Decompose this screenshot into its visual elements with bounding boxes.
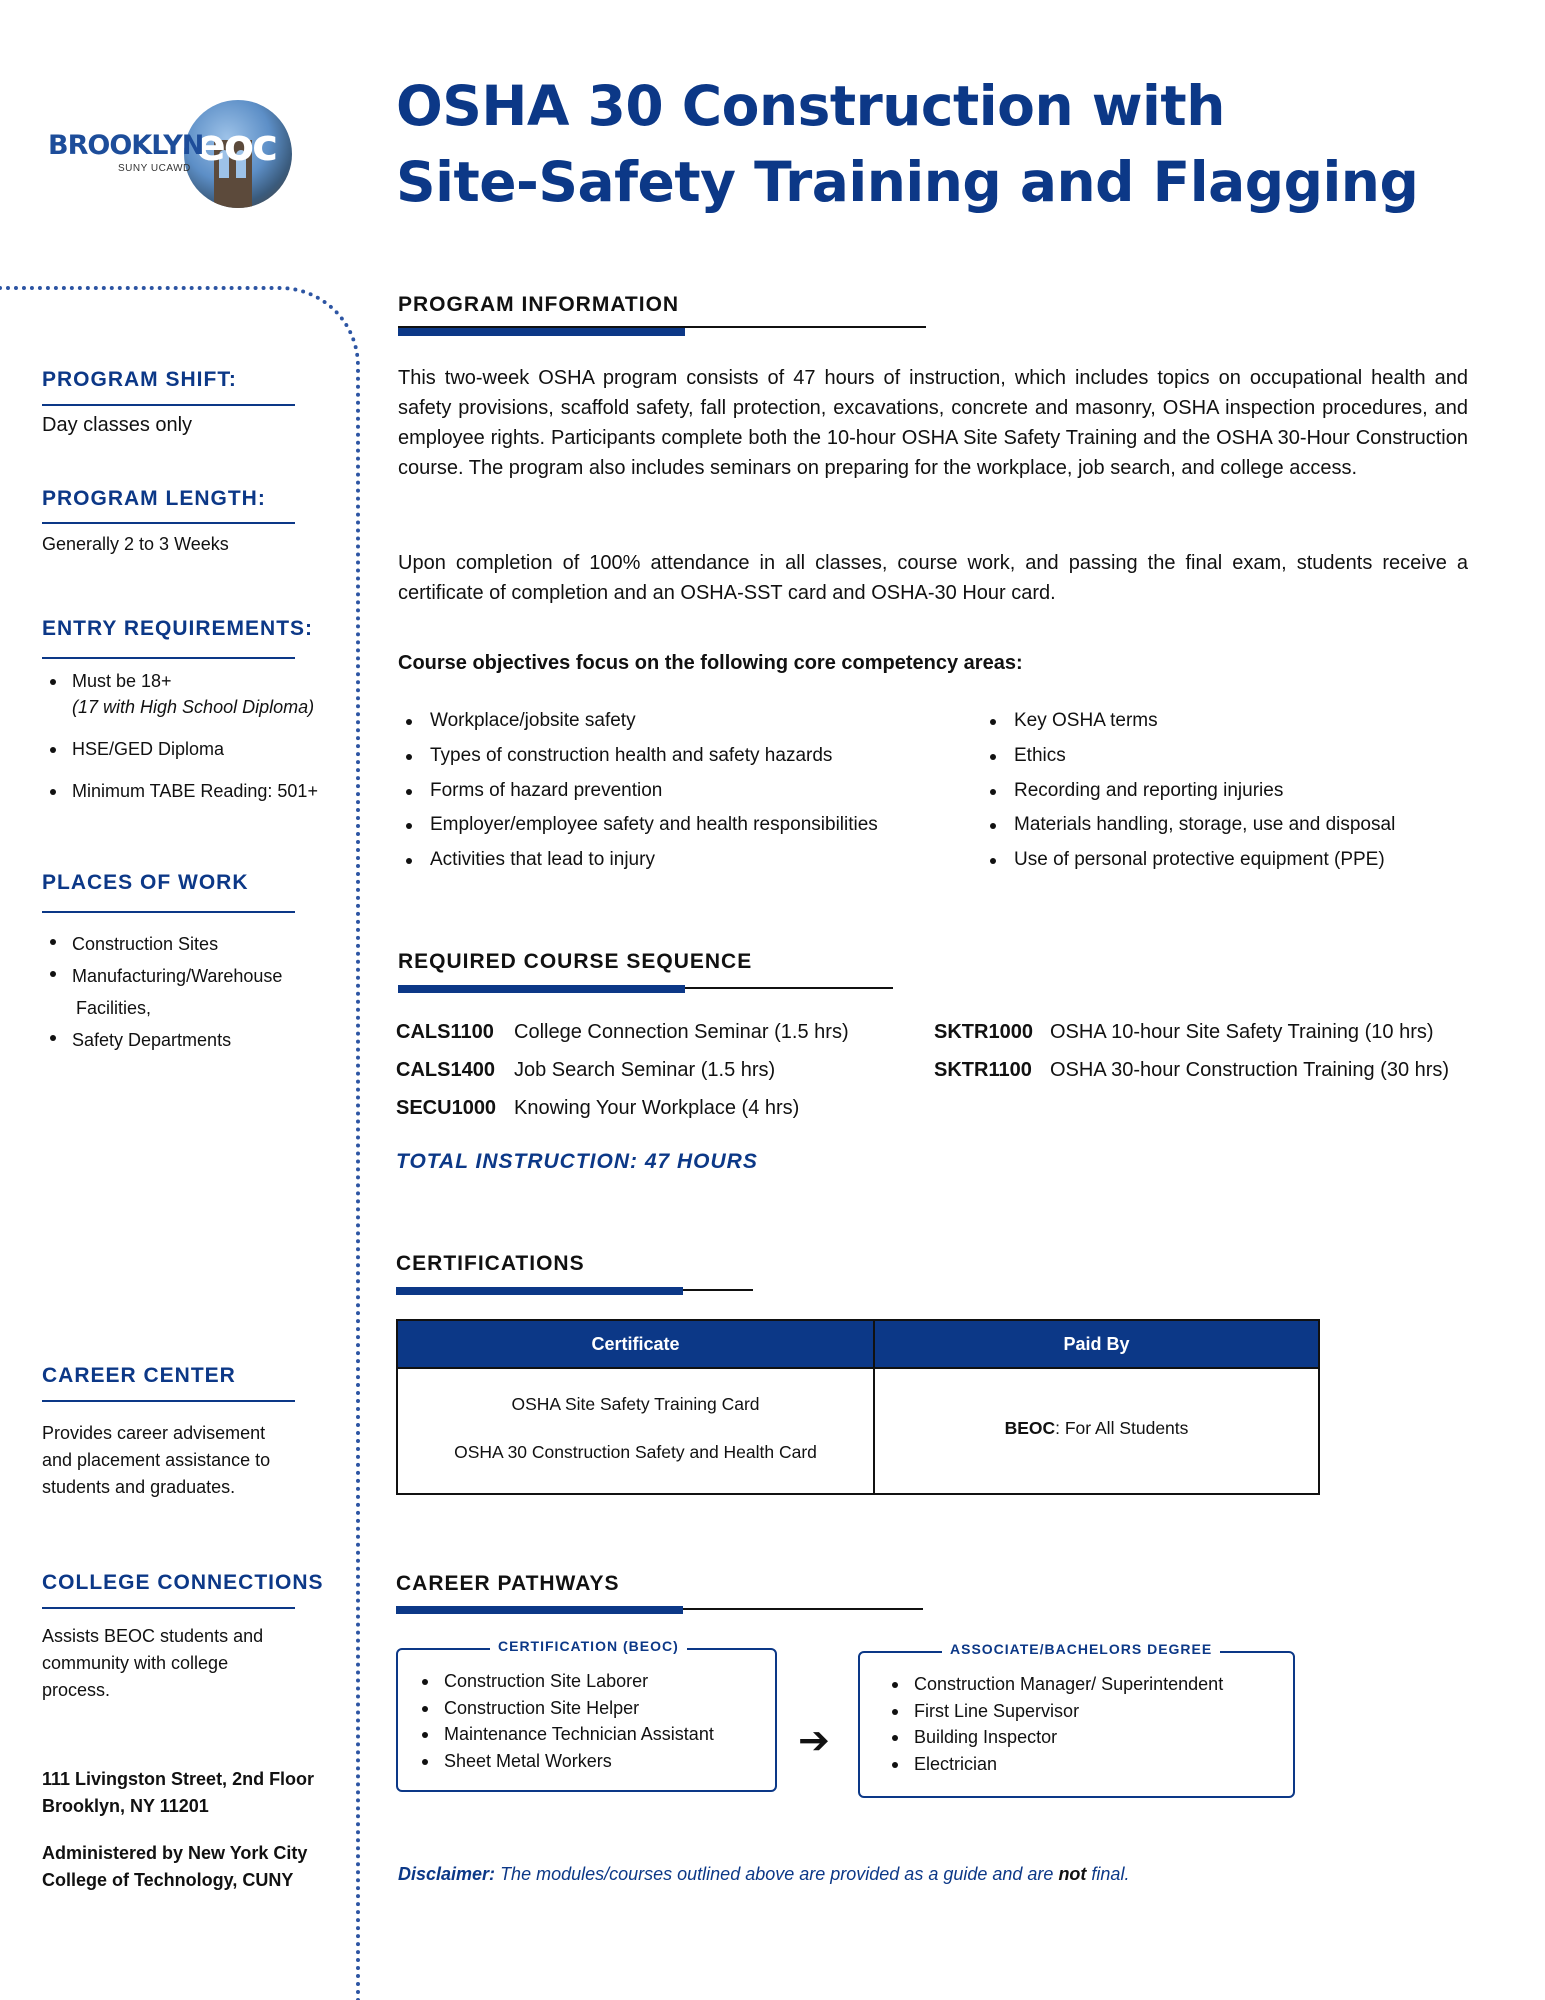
list-item: Activities that lead to injury (398, 843, 878, 878)
course-row (396, 1059, 775, 1082)
objectives-heading: Course objectives focus on the following core competency areas: (398, 652, 1023, 674)
list-item: Maintenance Technician Assistant (412, 1721, 714, 1748)
divider-accent (396, 1606, 683, 1614)
course-desc: Job Search Seminar (1.5 hrs) (514, 1059, 776, 1081)
page-title (396, 68, 1496, 220)
course-desc: College Connection Seminar (1.5 hrs) (514, 1021, 849, 1043)
title-line-1: OSHA 30 Construction with (396, 74, 1225, 138)
certification-pathway-label: CERTIFICATION (BEOC) (490, 1638, 687, 1654)
course-row (396, 1097, 799, 1120)
course-row (934, 1059, 1449, 1082)
course-code: SKTR1100 (934, 1059, 1032, 1081)
table-header-paid-by: Paid By (875, 1321, 1318, 1367)
list-item: Workplace/jobsite safety (398, 704, 878, 739)
divider (42, 522, 295, 524)
entry-requirements-heading: ENTRY REQUIREMENTS: (42, 617, 314, 640)
objectives-list-left (398, 704, 878, 878)
degree-pathway-list (882, 1671, 1223, 1777)
divider (42, 404, 295, 406)
list-item: Construction Site Helper (412, 1695, 714, 1722)
address: 111 Livingston Street, 2nd Floor Brooklyn, NY 11201 (42, 1769, 315, 1816)
college-connections-heading: COLLEGE CONNECTIONS (42, 1571, 324, 1594)
logo-sub-text: SUNY UCAWD (118, 163, 191, 174)
course-code: SECU1000 (396, 1097, 497, 1119)
list-item: Electrician (882, 1751, 1223, 1778)
career-center-text: Provides career advisement and placement assistance to students and graduates. (42, 1423, 271, 1497)
list-item: Recording and reporting injuries (982, 774, 1395, 809)
entry-requirements-list (42, 668, 318, 804)
arrow-right-icon: ➔ (798, 1720, 830, 1762)
divider-accent (398, 328, 685, 336)
certifications-table (396, 1319, 1320, 1495)
program-shift-text: Day classes only (42, 414, 193, 436)
table-divider (873, 1321, 875, 1493)
administered-by: Administered by New York City College of Technology, CUNY (42, 1843, 308, 1890)
divider (42, 1607, 295, 1609)
entry-note: (17 with High School Diploma) (72, 697, 315, 717)
program-information-heading: PROGRAM INFORMATION (398, 293, 680, 316)
divider (42, 1400, 295, 1402)
list-item: Construction Manager/ Superintendent (882, 1671, 1223, 1698)
list-item: Employer/employee safety and health responsibilities (398, 808, 878, 843)
course-code: CALS1100 (396, 1021, 494, 1043)
list-item: First Line Supervisor (882, 1698, 1223, 1725)
degree-pathway-label: ASSOCIATE/BACHELORS DEGREE (942, 1641, 1220, 1657)
list-item: Must be 18+ (17 with High School Diploma) (42, 668, 318, 720)
list-item: Construction Site Laborer (412, 1668, 714, 1695)
paid-by-cell: BEOC: For All Students (1004, 1418, 1189, 1438)
list-item: HSE/GED Diploma (42, 736, 318, 762)
list-item: Construction Sites (42, 928, 282, 960)
cert-name: OSHA 30 Construction Safety and Health Card (454, 1442, 817, 1462)
certification-pathway-list (412, 1668, 714, 1774)
list-item: Minimum TABE Reading: 501+ (42, 778, 318, 804)
course-desc: OSHA 10-hour Site Safety Training (10 hrs) (1050, 1021, 1434, 1043)
list-item: Ethics (982, 739, 1395, 774)
list-item: Manufacturing/Warehouse Facilities, (42, 960, 282, 1024)
program-description: This two-week OSHA program consists of 47 hours of instruction, which includes topics on occupational health and safety provisions, scaffold safety, fall protection, excavations, concrete and masonry, OSHA inspection procedures, and employee rights. Participants complete both the 10-hour OSHA Site Safety Training and the OSHA 30-Hour Construction course. The program also includes seminars on preparing for the workplace, job search, and college access. (398, 367, 1468, 479)
program-shift-heading: PROGRAM SHIFT: (42, 368, 237, 391)
list-item: Types of construction health and safety hazards (398, 739, 878, 774)
table-header-certificate: Certificate (398, 1321, 873, 1367)
course-row (396, 1021, 849, 1044)
title-line-2: Site-Safety Training and Flagging (396, 150, 1419, 214)
certifications-heading: CERTIFICATIONS (396, 1252, 585, 1275)
objectives-list-right (982, 704, 1395, 878)
places-of-work-list (42, 928, 282, 1056)
cert-name: OSHA Site Safety Training Card (511, 1394, 760, 1414)
logo-brand-text: BROOKLYN (48, 130, 204, 161)
list-item: Safety Departments (42, 1024, 282, 1056)
course-sequence-heading: REQUIRED COURSE SEQUENCE (398, 950, 753, 973)
list-item: Sheet Metal Workers (412, 1748, 714, 1775)
course-desc: OSHA 30-hour Construction Training (30 hrs) (1050, 1059, 1450, 1081)
divider (42, 657, 295, 659)
career-pathways-heading: CAREER PATHWAYS (396, 1572, 620, 1595)
brooklyn-eoc-logo (48, 100, 293, 200)
career-center-heading: CAREER CENTER (42, 1364, 236, 1387)
program-length-heading: PROGRAM LENGTH: (42, 487, 266, 510)
completion-text: Upon completion of 100% attendance in all classes, course work, and passing the final exam, students receive a certificate of completion and an OSHA-SST card and OSHA-30 Hour card. (398, 552, 1468, 604)
table-divider (398, 1367, 1318, 1369)
list-item: Building Inspector (882, 1724, 1223, 1751)
divider-accent (396, 1287, 683, 1295)
list-item: Forms of hazard prevention (398, 774, 878, 809)
college-connections-text: Assists BEOC students and community with college process. (42, 1626, 264, 1700)
places-of-work-heading: PLACES OF WORK (42, 871, 249, 894)
total-instruction: TOTAL INSTRUCTION: 47 HOURS (396, 1150, 758, 1173)
disclaimer: Disclaimer: The modules/courses outlined above are provided as a guide and are not final. (398, 1864, 1130, 1884)
course-desc: Knowing Your Workplace (4 hrs) (514, 1097, 800, 1119)
list-item: Use of personal protective equipment (PPE) (982, 843, 1395, 878)
course-code: SKTR1000 (934, 1021, 1033, 1043)
course-row (934, 1021, 1434, 1044)
list-item: Materials handling, storage, use and disposal (982, 808, 1395, 843)
divider (42, 911, 295, 913)
program-length-text: Generally 2 to 3 Weeks (42, 534, 229, 554)
course-code: CALS1400 (396, 1059, 495, 1081)
list-item: Key OSHA terms (982, 704, 1395, 739)
divider-accent (398, 985, 685, 993)
logo-eoc-mark: eoc (196, 120, 277, 171)
